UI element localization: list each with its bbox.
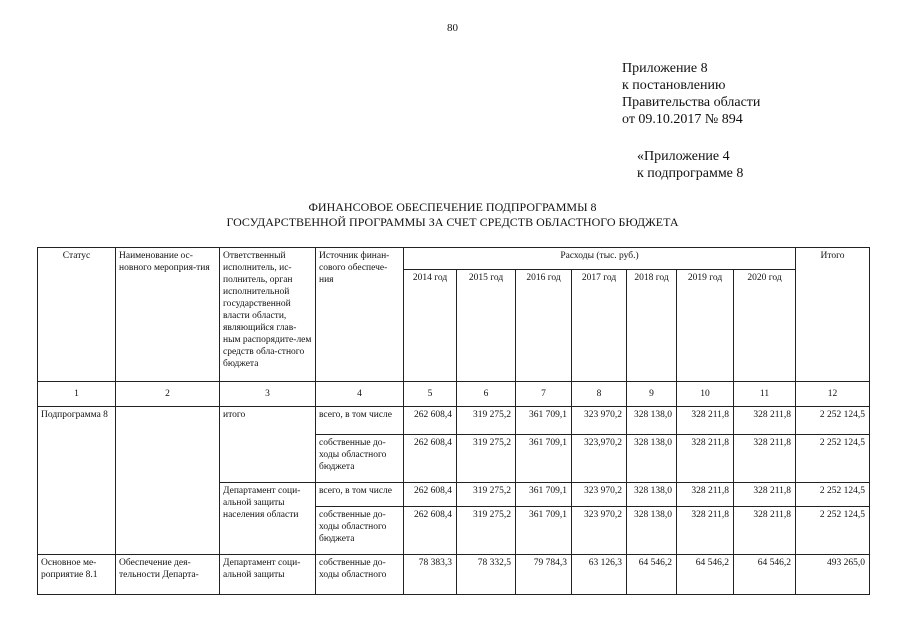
column-number: 6: [457, 382, 516, 407]
source-cell: собственные до-ходы областного: [316, 555, 404, 595]
activity-cell: [116, 407, 220, 555]
header-total: Итого: [796, 248, 870, 382]
value-cell: 328 211,8: [677, 507, 734, 555]
value-cell: 328 211,8: [734, 435, 796, 483]
value-cell: 262 608,4: [404, 435, 457, 483]
header-year: 2019 год: [677, 270, 734, 382]
title-line: ФИНАНСОВОЕ ОБЕСПЕЧЕНИЕ ПОДПРОГРАММЫ 8: [308, 200, 597, 214]
sub-appendix-line: «Приложение 4: [637, 149, 730, 164]
funding-table: [37, 247, 870, 595]
document-title: [0, 200, 905, 230]
value-cell: 319 275,2: [457, 483, 516, 507]
value-cell: 328 211,8: [734, 407, 796, 435]
sub-appendix-block: [637, 148, 743, 182]
value-cell: 328 138,0: [627, 507, 677, 555]
column-number-row: [38, 382, 870, 407]
value-cell: 262 608,4: [404, 483, 457, 507]
table-row: [38, 555, 870, 595]
title-line: ГОСУДАРСТВЕННОЙ ПРОГРАММЫ ЗА СЧЕТ СРЕДСТВ ОБЛАСТНОГО БЮДЖЕТА: [226, 215, 679, 229]
value-cell: 64 546,2: [627, 555, 677, 595]
appendix-line: Приложение 8: [622, 61, 708, 76]
page-number: 80: [447, 22, 458, 34]
value-cell: 78 383,3: [404, 555, 457, 595]
value-cell: 361 709,1: [516, 407, 572, 435]
value-cell: 78 332,5: [457, 555, 516, 595]
executor-cell: итого: [220, 407, 316, 483]
header-year: 2020 год: [734, 270, 796, 382]
value-cell: 361 709,1: [516, 483, 572, 507]
header-expenses: Расходы (тыс. руб.): [404, 248, 796, 270]
column-number: 9: [627, 382, 677, 407]
column-number: 8: [572, 382, 627, 407]
executor-cell: Департамент соци-альной защиты населения области: [220, 483, 316, 555]
value-cell: 328 211,8: [677, 407, 734, 435]
value-cell: 262 608,4: [404, 507, 457, 555]
source-cell: всего, в том числе: [316, 407, 404, 435]
column-number: 1: [38, 382, 116, 407]
header-year: 2014 год: [404, 270, 457, 382]
activity-cell: Обеспечение дея-тельности Департа-: [116, 555, 220, 595]
sub-appendix-line: к подпрограмме 8: [637, 166, 744, 181]
column-number: 12: [796, 382, 870, 407]
total-cell: 2 252 124,5: [796, 483, 870, 507]
source-cell: собственные до-ходы областного бюджета: [316, 507, 404, 555]
value-cell: 328 211,8: [677, 435, 734, 483]
column-number: 11: [734, 382, 796, 407]
header-activity: Наименование ос-новного мероприя-тия: [116, 248, 220, 382]
value-cell: 328 211,8: [734, 483, 796, 507]
appendix-line: от 09.10.2017 № 894: [622, 112, 743, 127]
value-cell: 328 211,8: [677, 483, 734, 507]
value-cell: 328 138,0: [627, 407, 677, 435]
header-source: Источник финан-сового обеспече-ния: [316, 248, 404, 382]
column-number: 10: [677, 382, 734, 407]
value-cell: 63 126,3: [572, 555, 627, 595]
value-cell: 323 970,2: [572, 407, 627, 435]
value-cell: 361 709,1: [516, 507, 572, 555]
header-row: [38, 248, 870, 270]
source-cell: всего, в том числе: [316, 483, 404, 507]
value-cell: 323 970,2: [572, 483, 627, 507]
column-number: 4: [316, 382, 404, 407]
value-cell: 328 138,0: [627, 483, 677, 507]
value-cell: 64 546,2: [677, 555, 734, 595]
header-executor: Ответственный исполнитель, ис-полнитель, орган исполнительной государственной власти области, являющийся глав-ным распорядите-лем средств обла-стного бюджета: [220, 248, 316, 382]
appendix-line: Правительства области: [622, 95, 761, 110]
value-cell: 319 275,2: [457, 435, 516, 483]
column-number: 2: [116, 382, 220, 407]
header-year: 2015 год: [457, 270, 516, 382]
total-cell: 2 252 124,5: [796, 407, 870, 435]
status-cell: Основное ме-роприятие 8.1: [38, 555, 116, 595]
total-cell: 493 265,0: [796, 555, 870, 595]
header-year: 2016 год: [516, 270, 572, 382]
appendix-block: [622, 60, 760, 128]
value-cell: 79 784,3: [516, 555, 572, 595]
total-cell: 2 252 124,5: [796, 507, 870, 555]
value-cell: 328 138,0: [627, 435, 677, 483]
header-year: 2018 год: [627, 270, 677, 382]
column-number: 7: [516, 382, 572, 407]
value-cell: 319 275,2: [457, 407, 516, 435]
value-cell: 262 608,4: [404, 407, 457, 435]
table-row: [38, 407, 870, 435]
status-cell: Подпрограмма 8: [38, 407, 116, 555]
header-status: Статус: [38, 248, 116, 382]
value-cell: 319 275,2: [457, 507, 516, 555]
column-number: 5: [404, 382, 457, 407]
value-cell: 361 709,1: [516, 435, 572, 483]
total-cell: 2 252 124,5: [796, 435, 870, 483]
source-cell: собственные до-ходы областного бюджета: [316, 435, 404, 483]
column-number: 3: [220, 382, 316, 407]
executor-cell: Департамент соци-альной защиты: [220, 555, 316, 595]
value-cell: 323 970,2: [572, 507, 627, 555]
appendix-line: к постановлению: [622, 78, 726, 93]
value-cell: 64 546,2: [734, 555, 796, 595]
value-cell: 323,970,2: [572, 435, 627, 483]
value-cell: 328 211,8: [734, 507, 796, 555]
header-year: 2017 год: [572, 270, 627, 382]
